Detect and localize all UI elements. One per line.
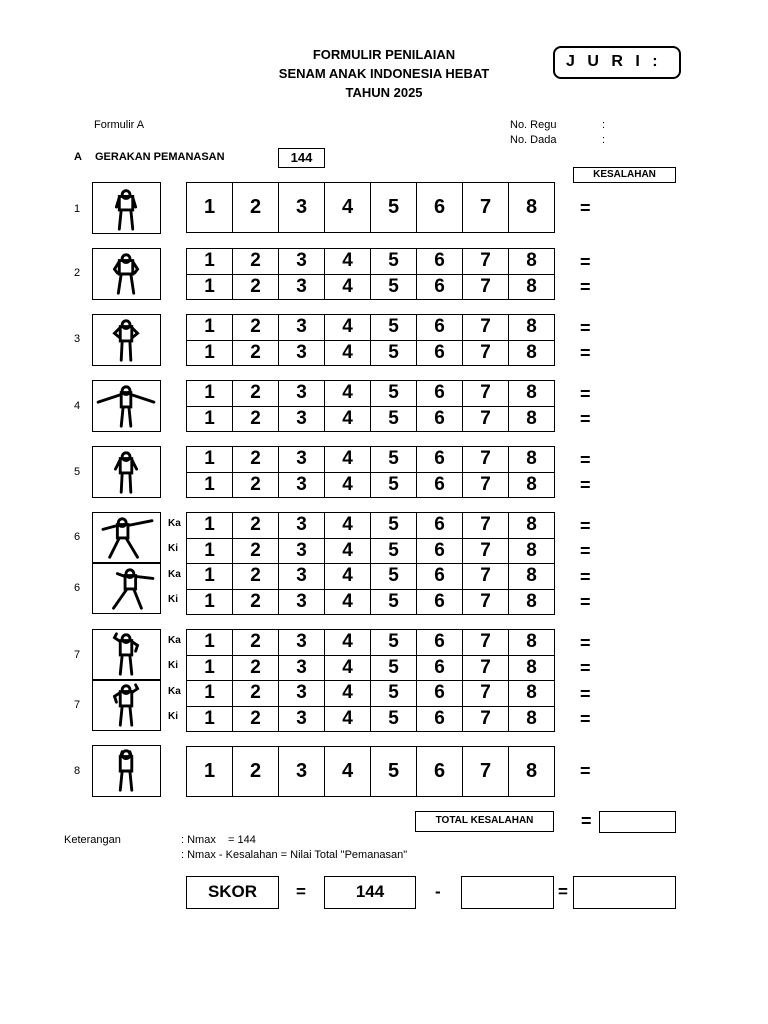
count-cell[interactable]: 7 — [463, 589, 509, 615]
count-grid-6a — [186, 512, 555, 564]
side-label-kanan: Ka — [168, 635, 181, 646]
count-cell[interactable]: 8 — [509, 315, 555, 341]
count-cell[interactable]: 6 — [417, 472, 463, 498]
movement-figure-1 — [92, 182, 161, 234]
count-cell[interactable]: 8 — [509, 655, 555, 681]
count-cell[interactable]: 5 — [371, 183, 417, 233]
count-cell[interactable]: 3 — [279, 447, 325, 473]
count-cell[interactable]: 6 — [417, 315, 463, 341]
count-cell[interactable]: 7 — [463, 381, 509, 407]
dancer-silhouette-icon — [103, 519, 152, 557]
row-number: 7 — [74, 699, 81, 711]
count-cell[interactable]: 6 — [417, 447, 463, 473]
dancer-silhouette-icon — [114, 685, 137, 725]
skor-kesalahan-field[interactable] — [461, 876, 554, 909]
dancer-silhouette-icon — [114, 321, 137, 360]
dancer-silhouette-icon — [98, 387, 154, 426]
count-cell[interactable]: 7 — [463, 406, 509, 432]
count-grid-2 — [186, 248, 555, 300]
count-cell[interactable]: 6 — [417, 381, 463, 407]
count-cell[interactable]: 2 — [233, 630, 279, 656]
count-cell[interactable]: 2 — [233, 183, 279, 233]
count-cell[interactable]: 7 — [463, 447, 509, 473]
error-equals: = — [580, 684, 591, 704]
count-cell[interactable]: 6 — [417, 681, 463, 707]
juri-label: J U R I : — [566, 53, 662, 70]
count-cell[interactable]: 8 — [509, 406, 555, 432]
count-cell[interactable]: 2 — [233, 706, 279, 732]
side-label-kanan: Ka — [168, 686, 181, 697]
error-equals: = — [580, 658, 591, 678]
count-cell[interactable]: 6 — [417, 589, 463, 615]
no-dada-colon: : — [602, 134, 606, 146]
count-cell[interactable]: 3 — [279, 340, 325, 366]
count-cell[interactable]: 1 — [187, 472, 233, 498]
count-grid-1 — [186, 182, 555, 233]
count-cell[interactable]: 2 — [233, 381, 279, 407]
count-cell[interactable]: 1 — [187, 381, 233, 407]
count-cell[interactable]: 6 — [417, 655, 463, 681]
count-cell[interactable]: 1 — [187, 630, 233, 656]
count-cell[interactable]: 3 — [279, 538, 325, 564]
count-grid-6b — [186, 563, 555, 615]
count-cell[interactable]: 1 — [187, 706, 233, 732]
count-cell[interactable]: 5 — [371, 589, 417, 615]
count-grid-7a — [186, 629, 555, 681]
count-grid-7b — [186, 680, 555, 732]
count-cell[interactable]: 4 — [325, 655, 371, 681]
error-equals: = — [580, 709, 591, 729]
count-cell[interactable]: 7 — [463, 630, 509, 656]
row-number: 4 — [74, 400, 81, 412]
count-grid-3 — [186, 314, 555, 366]
row-number: 7 — [74, 649, 81, 661]
error-equals: = — [580, 516, 591, 536]
count-cell[interactable]: 3 — [279, 472, 325, 498]
movement-figure-3 — [92, 314, 161, 366]
skor-label: SKOR — [186, 876, 279, 909]
count-cell[interactable]: 1 — [187, 249, 233, 275]
count-cell[interactable]: 8 — [509, 274, 555, 300]
count-cell[interactable]: 3 — [279, 513, 325, 539]
row-number: 6 — [74, 582, 81, 594]
count-cell[interactable]: 1 — [187, 406, 233, 432]
count-cell[interactable]: 2 — [233, 589, 279, 615]
count-cell[interactable]: 3 — [279, 655, 325, 681]
count-cell[interactable]: 5 — [371, 655, 417, 681]
count-cell[interactable]: 2 — [233, 681, 279, 707]
side-label-kanan: Ka — [168, 569, 181, 580]
count-cell[interactable]: 7 — [463, 340, 509, 366]
count-cell[interactable]: 6 — [417, 183, 463, 233]
count-cell[interactable]: 5 — [371, 513, 417, 539]
movement-figure-7b — [92, 680, 161, 731]
count-cell[interactable]: 4 — [325, 681, 371, 707]
count-cell[interactable]: 6 — [417, 274, 463, 300]
count-cell[interactable]: 2 — [233, 655, 279, 681]
count-cell[interactable]: 5 — [371, 406, 417, 432]
side-label-kanan: Ka — [168, 518, 181, 529]
total-equals: = — [581, 811, 592, 831]
count-cell[interactable]: 4 — [325, 274, 371, 300]
count-cell[interactable]: 6 — [417, 538, 463, 564]
count-cell[interactable]: 8 — [509, 249, 555, 275]
error-equals: = — [580, 343, 591, 363]
count-cell[interactable]: 4 — [325, 589, 371, 615]
count-cell[interactable]: 1 — [187, 513, 233, 539]
count-cell[interactable]: 6 — [417, 340, 463, 366]
side-label-kiri: Ki — [168, 594, 178, 605]
count-cell[interactable]: 2 — [233, 472, 279, 498]
count-cell[interactable]: 4 — [325, 315, 371, 341]
count-cell[interactable]: 5 — [371, 538, 417, 564]
skor-minus: - — [435, 882, 441, 901]
movement-figure-5 — [92, 446, 161, 498]
count-cell[interactable]: 7 — [463, 274, 509, 300]
count-cell[interactable]: 1 — [187, 447, 233, 473]
row-number: 8 — [74, 765, 81, 777]
count-cell[interactable]: 4 — [325, 381, 371, 407]
count-cell[interactable]: 8 — [509, 513, 555, 539]
error-equals: = — [580, 541, 591, 561]
count-cell[interactable]: 3 — [279, 706, 325, 732]
skor-result-equals: = — [558, 882, 568, 901]
count-cell[interactable]: 4 — [325, 630, 371, 656]
dancer-silhouette-icon — [116, 191, 135, 229]
count-cell[interactable]: 4 — [325, 472, 371, 498]
count-cell[interactable]: 5 — [371, 681, 417, 707]
count-cell[interactable]: 8 — [509, 447, 555, 473]
error-equals: = — [580, 475, 591, 495]
count-cell[interactable]: 2 — [233, 249, 279, 275]
count-cell[interactable]: 4 — [325, 183, 371, 233]
row-number: 6 — [74, 531, 81, 543]
count-cell[interactable]: 1 — [187, 747, 233, 797]
count-cell[interactable]: 7 — [463, 249, 509, 275]
count-cell[interactable]: 5 — [371, 315, 417, 341]
count-cell[interactable]: 1 — [187, 315, 233, 341]
count-cell[interactable]: 8 — [509, 381, 555, 407]
count-cell[interactable]: 4 — [325, 513, 371, 539]
count-cell[interactable]: 7 — [463, 513, 509, 539]
count-cell[interactable]: 5 — [371, 274, 417, 300]
count-cell[interactable]: 4 — [325, 564, 371, 590]
count-cell[interactable]: 2 — [233, 447, 279, 473]
count-cell[interactable]: 8 — [509, 747, 555, 797]
dancer-silhouette-icon — [120, 751, 132, 790]
kesalahan-header: KESALAHAN — [573, 167, 676, 183]
error-equals: = — [580, 318, 591, 338]
count-cell[interactable]: 3 — [279, 274, 325, 300]
count-grid-8 — [186, 746, 555, 797]
dancer-silhouette-icon — [114, 634, 137, 674]
count-cell[interactable]: 5 — [371, 447, 417, 473]
count-cell[interactable]: 2 — [233, 747, 279, 797]
error-equals: = — [580, 592, 591, 612]
count-cell[interactable]: 6 — [417, 249, 463, 275]
count-cell[interactable]: 5 — [371, 747, 417, 797]
count-cell[interactable]: 4 — [325, 747, 371, 797]
dancer-silhouette-icon — [115, 453, 136, 492]
count-cell[interactable]: 2 — [233, 340, 279, 366]
count-cell[interactable]: 1 — [187, 589, 233, 615]
count-cell[interactable]: 6 — [417, 564, 463, 590]
skor-equals: = — [296, 882, 306, 901]
count-cell[interactable]: 3 — [279, 249, 325, 275]
count-cell[interactable]: 6 — [417, 406, 463, 432]
formulir-label: Formulir A — [94, 119, 145, 131]
count-cell[interactable]: 1 — [187, 655, 233, 681]
total-kesalahan-field[interactable] — [599, 811, 676, 833]
dancer-silhouette-icon — [114, 255, 137, 293]
error-equals: = — [580, 277, 591, 297]
side-label-kiri: Ki — [168, 660, 178, 671]
no-regu-label: No. Regu — [510, 119, 557, 131]
count-cell[interactable]: 1 — [187, 538, 233, 564]
error-equals: = — [580, 252, 591, 272]
count-cell[interactable]: 3 — [279, 747, 325, 797]
side-label-kiri: Ki — [168, 711, 178, 722]
count-cell[interactable]: 8 — [509, 538, 555, 564]
count-cell[interactable]: 3 — [279, 630, 325, 656]
row-number: 3 — [74, 333, 81, 345]
count-cell[interactable]: 6 — [417, 706, 463, 732]
form-subtitle: SENAM ANAK INDONESIA HEBAT — [278, 66, 490, 81]
count-cell[interactable]: 4 — [325, 406, 371, 432]
movement-figure-8 — [92, 745, 161, 797]
nmax-box: 144 — [278, 148, 325, 168]
skor-result-field[interactable] — [573, 876, 676, 909]
count-cell[interactable]: 8 — [509, 472, 555, 498]
count-cell[interactable]: 6 — [417, 513, 463, 539]
count-cell[interactable]: 7 — [463, 564, 509, 590]
keterangan-formula: : Nmax - Kesalahan = Nilai Total "Pemanasan" — [181, 849, 408, 861]
count-cell[interactable]: 2 — [233, 538, 279, 564]
count-cell[interactable]: 3 — [279, 315, 325, 341]
count-cell[interactable]: 6 — [417, 747, 463, 797]
row-number: 1 — [74, 203, 81, 215]
count-cell[interactable]: 4 — [325, 706, 371, 732]
error-equals: = — [580, 633, 591, 653]
side-label-kiri: Ki — [168, 543, 178, 554]
count-cell[interactable]: 7 — [463, 183, 509, 233]
count-cell[interactable]: 2 — [233, 315, 279, 341]
count-cell[interactable]: 1 — [187, 681, 233, 707]
count-cell[interactable]: 3 — [279, 406, 325, 432]
count-cell[interactable]: 5 — [371, 706, 417, 732]
no-regu-colon: : — [602, 119, 606, 131]
count-cell[interactable]: 2 — [233, 513, 279, 539]
count-cell[interactable]: 2 — [233, 274, 279, 300]
keterangan-label: Keterangan — [64, 834, 121, 846]
skor-nmax: 144 — [324, 876, 416, 909]
count-cell[interactable]: 8 — [509, 630, 555, 656]
count-cell[interactable]: 7 — [463, 472, 509, 498]
movement-figure-2 — [92, 248, 161, 300]
error-equals: = — [580, 567, 591, 587]
count-cell[interactable]: 5 — [371, 630, 417, 656]
count-cell[interactable]: 2 — [233, 564, 279, 590]
count-cell[interactable]: 4 — [325, 340, 371, 366]
count-cell[interactable]: 1 — [187, 340, 233, 366]
count-cell[interactable]: 7 — [463, 315, 509, 341]
count-cell[interactable]: 8 — [509, 340, 555, 366]
total-kesalahan-label: TOTAL KESALAHAN — [415, 811, 554, 832]
count-cell[interactable]: 7 — [463, 655, 509, 681]
count-cell[interactable]: 7 — [463, 706, 509, 732]
count-cell[interactable]: 7 — [463, 747, 509, 797]
count-cell[interactable]: 8 — [509, 183, 555, 233]
count-cell[interactable]: 5 — [371, 249, 417, 275]
count-cell[interactable]: 7 — [463, 681, 509, 707]
count-cell[interactable]: 3 — [279, 564, 325, 590]
section-letter: A — [74, 151, 82, 163]
form-title: FORMULIR PENILAIAN — [312, 47, 456, 62]
section-name: GERAKAN PEMANASAN — [95, 151, 225, 163]
count-cell[interactable]: 8 — [509, 589, 555, 615]
form-year: TAHUN 2025 — [345, 85, 423, 100]
count-cell[interactable]: 5 — [371, 564, 417, 590]
count-cell[interactable]: 5 — [371, 472, 417, 498]
error-equals: = — [580, 409, 591, 429]
count-cell[interactable]: 1 — [187, 183, 233, 233]
count-cell[interactable]: 7 — [463, 538, 509, 564]
count-cell[interactable]: 3 — [279, 589, 325, 615]
keterangan-nmax: : Nmax = 144 — [181, 834, 256, 846]
count-cell[interactable]: 3 — [279, 681, 325, 707]
count-cell[interactable]: 6 — [417, 630, 463, 656]
no-dada-label: No. Dada — [510, 134, 557, 146]
count-cell[interactable]: 4 — [325, 447, 371, 473]
count-cell[interactable]: 4 — [325, 249, 371, 275]
count-cell[interactable]: 2 — [233, 406, 279, 432]
count-cell[interactable]: 8 — [509, 706, 555, 732]
count-cell[interactable]: 5 — [371, 381, 417, 407]
count-grid-5 — [186, 446, 555, 498]
error-equals: = — [580, 198, 591, 218]
row-number: 2 — [74, 267, 81, 279]
error-equals: = — [580, 450, 591, 470]
error-equals: = — [580, 761, 591, 781]
count-cell[interactable]: 3 — [279, 183, 325, 233]
count-cell[interactable]: 1 — [187, 564, 233, 590]
count-cell[interactable]: 4 — [325, 538, 371, 564]
row-number: 5 — [74, 466, 81, 478]
count-cell[interactable]: 1 — [187, 274, 233, 300]
dancer-silhouette-icon — [114, 570, 153, 608]
count-grid-4 — [186, 380, 555, 432]
count-cell[interactable]: 8 — [509, 564, 555, 590]
count-cell[interactable]: 3 — [279, 381, 325, 407]
movement-figure-4 — [92, 380, 161, 432]
movement-figure-7a — [92, 629, 161, 680]
movement-figure-6a — [92, 512, 161, 563]
error-equals: = — [580, 384, 591, 404]
count-cell[interactable]: 5 — [371, 340, 417, 366]
movement-figure-6b — [92, 563, 161, 614]
count-cell[interactable]: 8 — [509, 681, 555, 707]
